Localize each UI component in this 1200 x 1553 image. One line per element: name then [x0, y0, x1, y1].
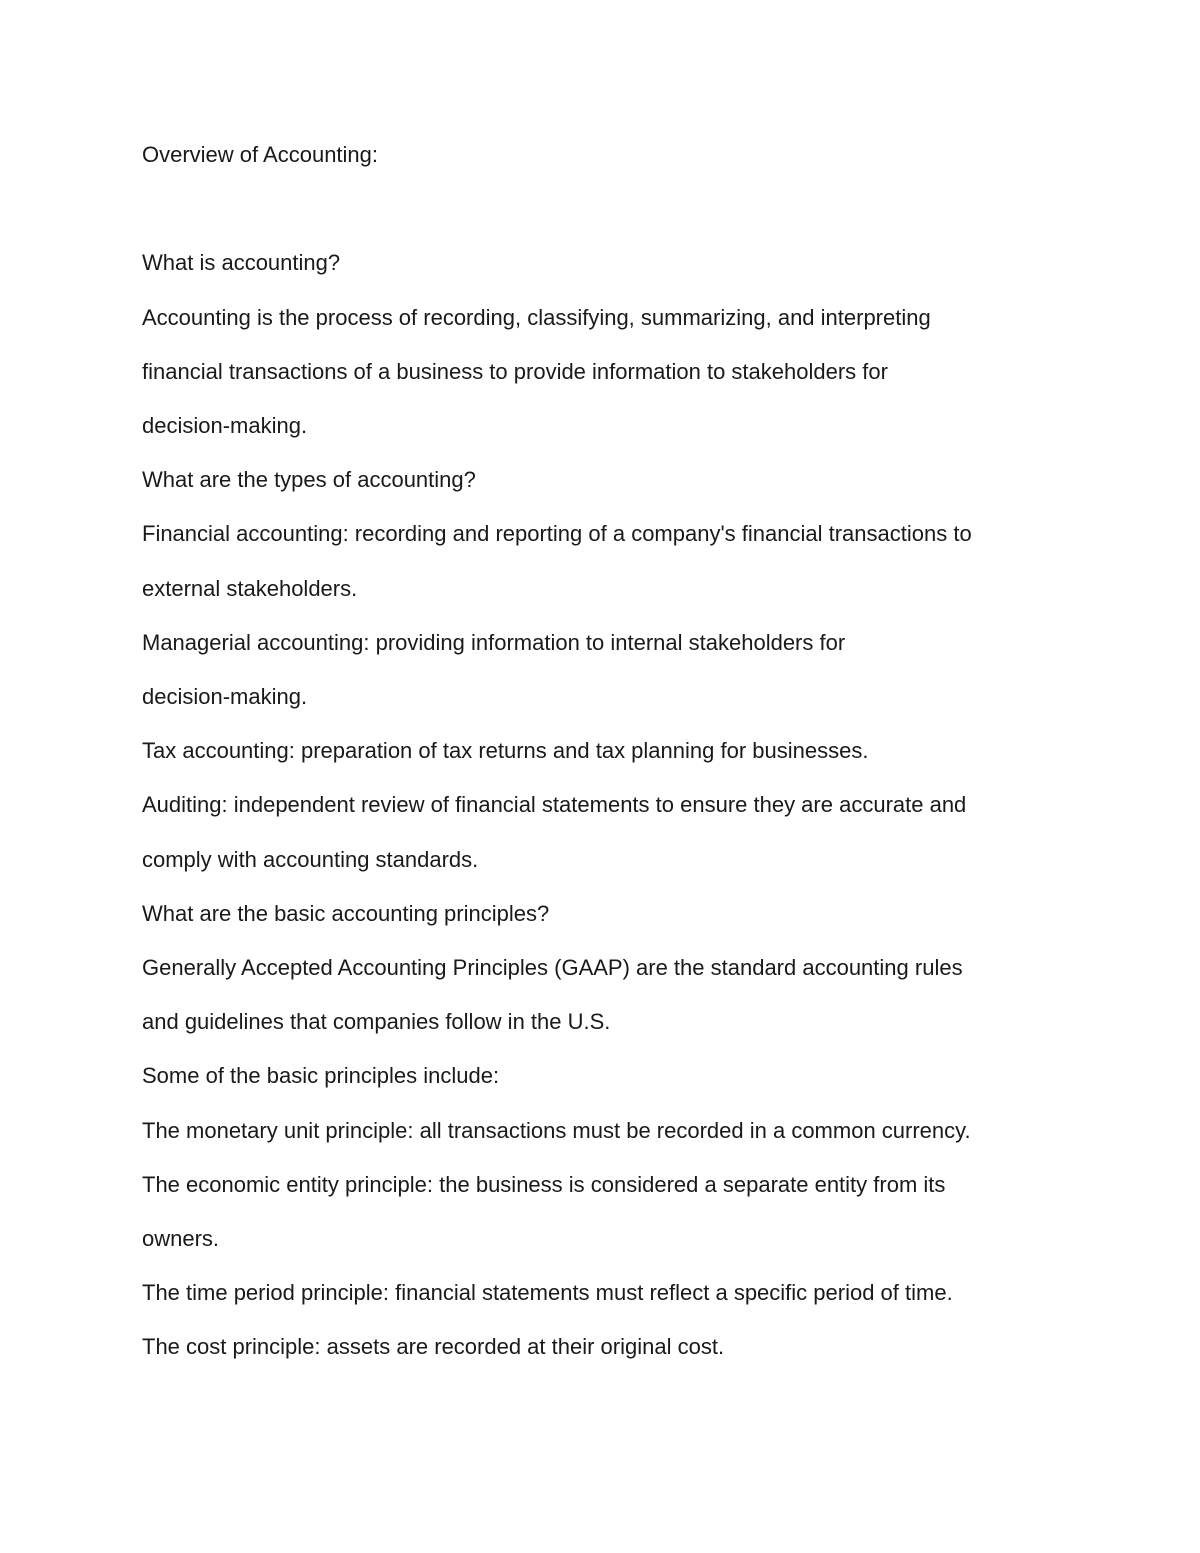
- text-line: external stakeholders.: [142, 575, 358, 601]
- blank-line: [142, 182, 1062, 236]
- text-line: Tax accounting: preparation of tax returns and tax planning for businesses.: [142, 738, 869, 764]
- text-line: The cost principle: assets are recorded at their original cost.: [142, 1334, 725, 1360]
- text-line: Generally Accepted Accounting Principles (GAAP) are the standard accounting rules: [142, 955, 963, 981]
- document-title: Overview of Accounting:: [142, 142, 379, 167]
- text-line: Some of the basic principles include:: [142, 1063, 500, 1089]
- text-line: financial transactions of a business to provide information to stakeholders for: [142, 358, 888, 384]
- text-line: decision-making.: [142, 413, 308, 438]
- text-line: owners.: [142, 1226, 220, 1252]
- text-line: decision-making.: [142, 684, 308, 710]
- question-heading: What are the basic accounting principles?: [142, 900, 550, 926]
- text-line: Managerial accounting: providing information to internal stakeholders for: [142, 629, 846, 655]
- document-body: [142, 128, 1062, 1375]
- text-line: The monetary unit principle: all transactions must be recorded in a common currency.: [142, 1117, 971, 1143]
- text-line: The economic entity principle: the business is considered a separate entity from its: [142, 1171, 946, 1197]
- text-line: comply with accounting standards.: [142, 846, 479, 872]
- text-line: Financial accounting: recording and reporting of a company's financial transactions to: [142, 521, 972, 547]
- text-line: The time period principle: financial statements must reflect a specific period of time.: [142, 1280, 953, 1306]
- text-line: Auditing: independent review of financial statements to ensure they are accurate and: [142, 792, 967, 818]
- question-heading: What are the types of accounting?: [142, 467, 476, 493]
- text-line: and guidelines that companies follow in the U.S.: [142, 1009, 611, 1035]
- text-line: Accounting is the process of recording, classifying, summarizing, and interpreting: [142, 304, 931, 330]
- question-heading: What is accounting?: [142, 250, 341, 276]
